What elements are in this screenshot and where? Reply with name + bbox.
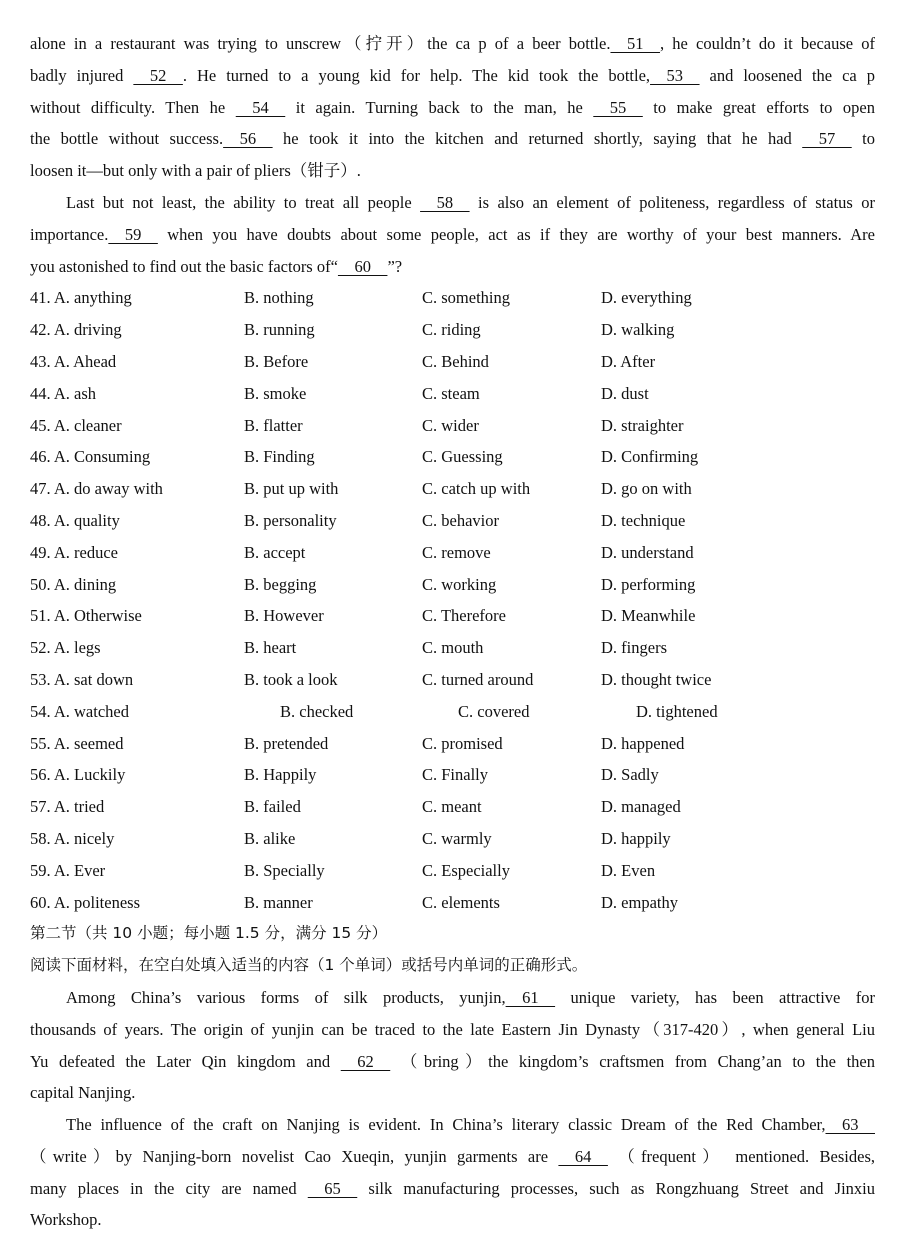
question-options-row bbox=[30, 282, 875, 314]
option-c: C. riding bbox=[422, 320, 481, 340]
option-b: B. personality bbox=[244, 510, 337, 530]
option-b: B. checked bbox=[280, 701, 354, 721]
option-b: B. nothing bbox=[244, 288, 314, 308]
passage-line bbox=[30, 28, 875, 60]
question-options-row bbox=[30, 346, 875, 378]
option-d: D. happily bbox=[601, 828, 671, 848]
option-b: B. took a look bbox=[244, 669, 338, 689]
passage-line bbox=[30, 219, 875, 251]
answer-blank-59: 59 bbox=[108, 224, 158, 244]
question-number-and-option-a: 41. A. anything bbox=[30, 288, 132, 308]
question-number-and-option-a: 42. A. driving bbox=[30, 320, 122, 340]
question-number-and-option-a: 47. A. do away with bbox=[30, 479, 163, 499]
question-number-and-option-a: 50. A. dining bbox=[30, 574, 117, 594]
option-b: B. Finding bbox=[244, 447, 315, 467]
passage-line bbox=[30, 123, 875, 155]
option-b: B. However bbox=[244, 606, 324, 626]
answer-blank-63: 63 bbox=[825, 1115, 875, 1135]
passage-text: thousands of years. The origin of yunjin can be traced to the late Eastern Jin Dynasty（317-420）, when general Liu bbox=[30, 1019, 875, 1039]
question-number-and-option-a: 48. A. quality bbox=[30, 510, 120, 530]
passage-line bbox=[30, 1014, 875, 1046]
question-options-row bbox=[30, 410, 875, 442]
answer-blank-52: 52 bbox=[133, 65, 183, 85]
option-c: C. steam bbox=[422, 383, 480, 403]
passage-text: is also an element of politeness, regardless of status or bbox=[469, 192, 876, 212]
option-c: C. Behind bbox=[422, 351, 489, 371]
question-number-and-option-a: 52. A. legs bbox=[30, 638, 101, 658]
question-number-and-option-a: 49. A. reduce bbox=[30, 542, 118, 562]
passage-line bbox=[30, 60, 875, 92]
option-c: C. wider bbox=[422, 415, 479, 435]
option-d: D. thought twice bbox=[601, 669, 712, 689]
option-d: D. straighter bbox=[601, 415, 684, 435]
option-d: D. tightened bbox=[636, 701, 718, 721]
passage-line bbox=[30, 1204, 875, 1236]
section-heading: 第二节（共 10 小题；每小题 1.5 分，满分 15 分） bbox=[30, 924, 388, 943]
question-options-row bbox=[30, 314, 875, 346]
option-c: C. mouth bbox=[422, 638, 484, 658]
option-b: B. put up with bbox=[244, 479, 339, 499]
option-b: B. begging bbox=[244, 574, 317, 594]
question-number-and-option-a: 46. A. Consuming bbox=[30, 447, 151, 467]
question-options-row bbox=[30, 759, 875, 791]
option-c: C. Finally bbox=[422, 765, 489, 785]
passage-text: and loosened the ca p bbox=[699, 65, 875, 85]
passage-text: The influence of the craft on Nanjing is evident. In China’s literary classic Dream of the Red Chamber, bbox=[66, 1115, 826, 1135]
answer-blank-53: 53 bbox=[650, 65, 700, 85]
option-c: C. promised bbox=[422, 733, 503, 753]
passage-line bbox=[30, 187, 875, 219]
passage-text: . He turned to a young kid for help. The kid took the bottle, bbox=[182, 65, 651, 85]
option-c: C. Especially bbox=[422, 860, 510, 880]
passage-text: Workshop. bbox=[30, 1210, 102, 1230]
question-options-row bbox=[30, 696, 875, 728]
question-number-and-option-a: 51. A. Otherwise bbox=[30, 606, 142, 626]
option-b: B. pretended bbox=[244, 733, 329, 753]
option-b: B. failed bbox=[244, 797, 301, 817]
option-b: B. heart bbox=[244, 638, 297, 658]
option-c: C. behavior bbox=[422, 510, 499, 530]
option-d: D. Confirming bbox=[601, 447, 699, 467]
option-d: D. fingers bbox=[601, 638, 667, 658]
passage-text: when you have doubts about some people, act as if they are worthy of your best manners. Are bbox=[157, 224, 875, 244]
passage-text: Last but not least, the ability to treat all people bbox=[66, 192, 421, 212]
option-c: C. meant bbox=[422, 797, 482, 817]
grammar-passage-part-1 bbox=[30, 982, 875, 1109]
option-c: C. Therefore bbox=[422, 606, 506, 626]
option-b: B. Happily bbox=[244, 765, 317, 785]
question-options-row bbox=[30, 664, 875, 696]
passage-text: badly injured bbox=[30, 65, 134, 85]
cloze-passage-part-2 bbox=[30, 187, 875, 282]
passage-text: （write）by Nanjing-born novelist Cao Xueqin, yunjin garments are bbox=[30, 1146, 559, 1166]
option-c: C. covered bbox=[458, 701, 530, 721]
option-d: D. Meanwhile bbox=[601, 606, 696, 626]
passage-text: importance. bbox=[30, 224, 109, 244]
option-d: D. Sadly bbox=[601, 765, 659, 785]
option-d: D. walking bbox=[601, 320, 675, 340]
question-number-and-option-a: 53. A. sat down bbox=[30, 669, 134, 689]
cloze-options-list bbox=[30, 282, 875, 918]
option-d: D. go on with bbox=[601, 479, 692, 499]
question-options-row bbox=[30, 791, 875, 823]
question-options-row bbox=[30, 441, 875, 473]
answer-blank-64: 64 bbox=[558, 1146, 608, 1166]
option-c: C. warmly bbox=[422, 828, 492, 848]
passage-line bbox=[30, 1109, 875, 1141]
option-d: D. technique bbox=[601, 510, 686, 530]
question-number-and-option-a: 45. A. cleaner bbox=[30, 415, 122, 435]
passage-line bbox=[30, 1173, 875, 1205]
passage-text: , he couldn’t do it because of bbox=[659, 34, 875, 53]
question-options-row bbox=[30, 473, 875, 505]
passage-text: loosen it—but only with a pair of pliers（钳子）. bbox=[30, 161, 361, 181]
answer-blank-51: 51 bbox=[610, 34, 660, 53]
question-options-row bbox=[30, 887, 875, 919]
passage-text: Yu defeated the Later Qin kingdom and bbox=[30, 1051, 341, 1071]
passage-text: unique variety, has been attractive for bbox=[555, 987, 875, 1007]
question-options-row bbox=[30, 728, 875, 760]
option-b: B. smoke bbox=[244, 383, 307, 403]
passage-line bbox=[30, 1077, 875, 1109]
answer-blank-58: 58 bbox=[420, 192, 470, 212]
question-number-and-option-a: 59. A. Ever bbox=[30, 860, 106, 880]
option-c: C. something bbox=[422, 288, 511, 308]
option-d: D. empathy bbox=[601, 892, 678, 912]
cloze-passage-part-1 bbox=[30, 28, 875, 187]
question-options-row bbox=[30, 823, 875, 855]
question-options-row bbox=[30, 537, 875, 569]
question-options-row bbox=[30, 632, 875, 664]
passage-text: Among China’s various forms of silk products, yunjin, bbox=[66, 987, 506, 1007]
passage-text: silk manufacturing processes, such as Rongzhuang Street and Jinxiu bbox=[357, 1178, 875, 1198]
passage-line bbox=[30, 251, 875, 283]
question-number-and-option-a: 43. A. Ahead bbox=[30, 351, 117, 371]
question-number-and-option-a: 57. A. tried bbox=[30, 797, 105, 817]
question-number-and-option-a: 60. A. politeness bbox=[30, 892, 140, 912]
option-d: D. everything bbox=[601, 288, 692, 308]
answer-blank-57: 57 bbox=[802, 129, 852, 149]
question-number-and-option-a: 56. A. Luckily bbox=[30, 765, 126, 785]
passage-text: capital Nanjing. bbox=[30, 1083, 136, 1103]
option-b: B. running bbox=[244, 320, 315, 340]
passage-line bbox=[30, 982, 875, 1014]
passage-text: without difficulty. Then he bbox=[30, 97, 236, 117]
passage-line bbox=[30, 1046, 875, 1078]
passage-text: it again. Turning back to the man, he bbox=[285, 97, 594, 117]
passage-text: to make great efforts to open bbox=[642, 97, 875, 117]
passage-text: the bottle without success. bbox=[30, 129, 224, 149]
option-d: D. understand bbox=[601, 542, 694, 562]
passage-text: you astonished to find out the basic factors of“ bbox=[30, 256, 338, 276]
option-c: C. catch up with bbox=[422, 479, 531, 499]
section-instruction: 阅读下面材料，在空白处填入适当的内容（1 个单词）或括号内单词的正确形式。 bbox=[30, 956, 588, 975]
question-options-row bbox=[30, 855, 875, 887]
passage-text: ”? bbox=[387, 256, 403, 276]
option-c: C. remove bbox=[422, 542, 491, 562]
answer-blank-56: 56 bbox=[223, 129, 273, 149]
passage-line bbox=[30, 155, 875, 187]
option-d: D. dust bbox=[601, 383, 649, 403]
passage-text: to bbox=[851, 129, 875, 149]
option-c: C. working bbox=[422, 574, 497, 594]
option-d: D. Even bbox=[601, 860, 656, 880]
option-b: B. alike bbox=[244, 828, 296, 848]
passage-text: alone in a restaurant was trying to unscrew（拧开）the ca p of a beer bottle. bbox=[30, 34, 611, 53]
question-number-and-option-a: 44. A. ash bbox=[30, 383, 96, 403]
question-options-row bbox=[30, 378, 875, 410]
passage-line bbox=[30, 1141, 875, 1173]
option-c: C. turned around bbox=[422, 669, 534, 689]
option-d: D. managed bbox=[601, 797, 681, 817]
option-b: B. accept bbox=[244, 542, 306, 562]
option-c: C. Guessing bbox=[422, 447, 503, 467]
question-number-and-option-a: 55. A. seemed bbox=[30, 733, 124, 753]
passage-text: many places in the city are named bbox=[30, 1178, 308, 1198]
passage-line bbox=[30, 92, 875, 124]
question-options-row bbox=[30, 505, 875, 537]
question-options-row bbox=[30, 600, 875, 632]
option-d: D. performing bbox=[601, 574, 696, 594]
passage-text: （bring）the kingdom’s craftsmen from Chang’an to the then bbox=[390, 1051, 875, 1071]
question-number-and-option-a: 58. A. nicely bbox=[30, 828, 115, 848]
passage-text: he took it into the kitchen and returned shortly, saying that he had bbox=[272, 129, 803, 149]
answer-blank-62: 62 bbox=[340, 1051, 391, 1071]
answer-blank-55: 55 bbox=[593, 97, 643, 117]
option-c: C. elements bbox=[422, 892, 500, 912]
question-number-and-option-a: 54. A. watched bbox=[30, 701, 129, 721]
option-b: B. flatter bbox=[244, 415, 303, 435]
option-b: B. Before bbox=[244, 351, 309, 371]
question-options-row bbox=[30, 569, 875, 601]
grammar-passage-part-2 bbox=[30, 1109, 875, 1236]
option-b: B. manner bbox=[244, 892, 313, 912]
option-b: B. Specially bbox=[244, 860, 325, 880]
passage-text: （frequent） mentioned. Besides, bbox=[607, 1146, 875, 1166]
exam-page bbox=[30, 28, 875, 1236]
answer-blank-65: 65 bbox=[307, 1178, 358, 1198]
answer-blank-54: 54 bbox=[235, 97, 286, 117]
answer-blank-60: 60 bbox=[337, 256, 388, 276]
answer-blank-61: 61 bbox=[505, 987, 556, 1007]
option-d: D. After bbox=[601, 351, 656, 371]
option-d: D. happened bbox=[601, 733, 685, 753]
